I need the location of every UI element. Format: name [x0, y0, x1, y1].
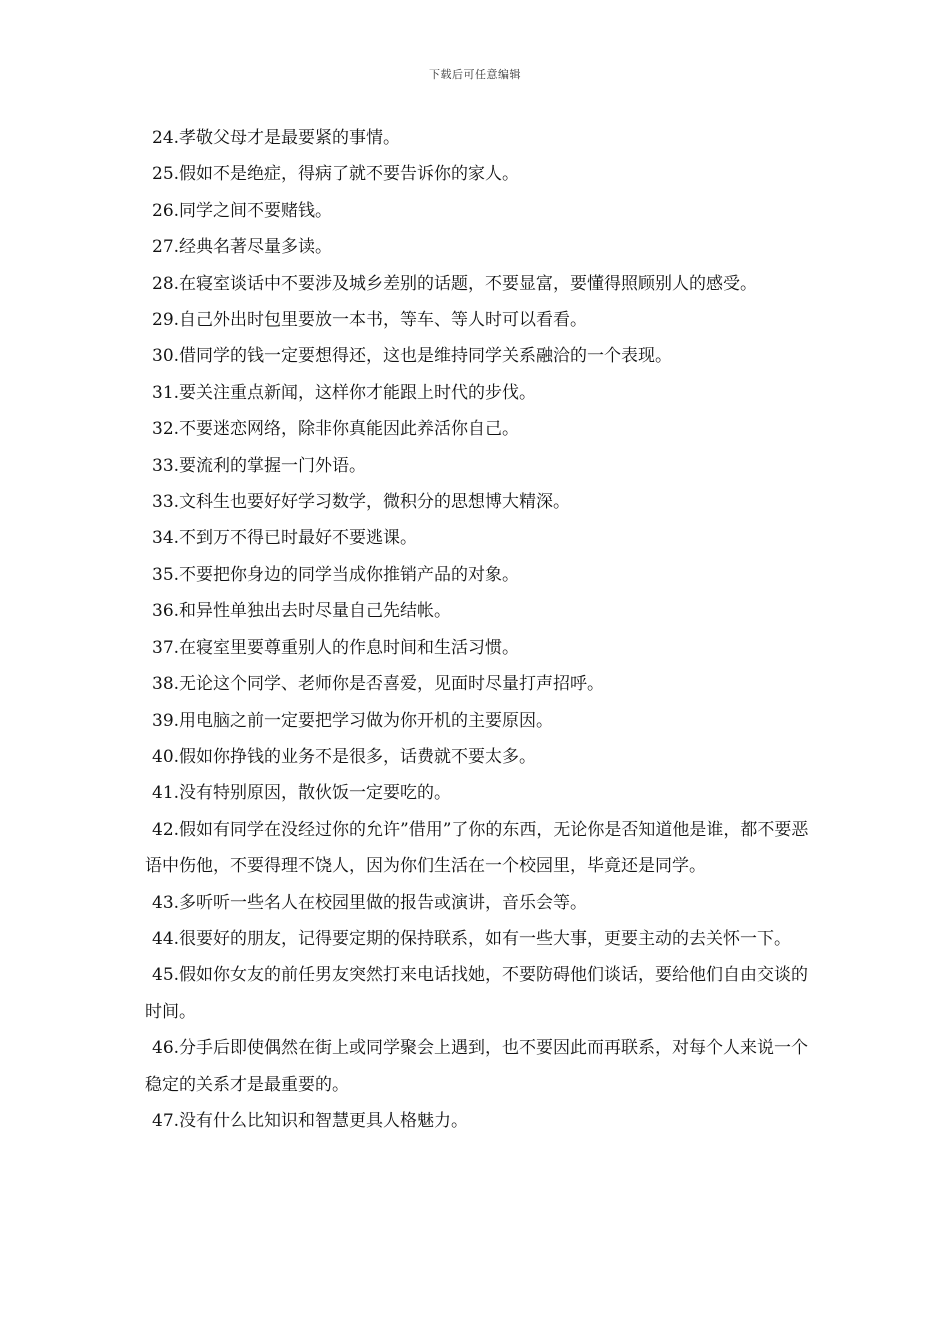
list-item: 41.没有特别原因，散伙饭一定要吃的。 — [152, 783, 452, 804]
list-item: 34.不到万不得已时最好不要逃课。 — [152, 528, 418, 549]
list-item: 36.和异性单独出去时尽量自己先结帐。 — [152, 601, 452, 622]
list-item: 47.没有什么比知识和智慧更具人格魅力。 — [152, 1110, 469, 1131]
list-item: 46.分手后即使偶然在街上或同学聚会上遇到，也不要因此而再联系，对每个人来说一个稳定的关系才是最重要的。 — [145, 1038, 809, 1095]
list-item: 31.要关注重点新闻，这样你才能跟上时代的步伐。 — [152, 382, 537, 403]
document-body — [145, 120, 810, 1139]
list-item: 45.假如你女友的前任男友突然打来电话找她，不要防碍他们谈话，要给他们自由交谈的时间。 — [145, 965, 809, 1022]
list-item: 40.假如你挣钱的业务不是很多，话费就不要太多。 — [152, 746, 537, 767]
page-header: 下载后可任意编辑 — [429, 68, 521, 81]
list-item: 27.经典名著尽量多读。 — [152, 237, 333, 258]
list-item: 43.多听听一些名人在校园里做的报告或演讲，音乐会等。 — [152, 892, 588, 913]
list-item: 33.文科生也要好好学习数学，微积分的思想博大精深。 — [152, 492, 571, 513]
list-item: 39.用电脑之前一定要把学习做为你开机的主要原因。 — [152, 710, 554, 731]
list-item: 28.在寝室谈话中不要涉及城乡差别的话题，不要显富，要懂得照顾别人的感受。 — [152, 273, 758, 294]
list-item: 30.借同学的钱一定要想得还，这也是维持同学关系融洽的一个表现。 — [152, 346, 673, 367]
list-item: 42.假如有同学在没经过你的允许”借用”了你的东西，无论你是否知道他是谁，都不要恶语中伤他，不要得理不饶人，因为你们生活在一个校园里，毕竟还是同学。 — [145, 819, 809, 877]
list-item: 24.孝敬父母才是最要紧的事情。 — [152, 128, 401, 148]
list-item: 38.无论这个同学、老师你是否喜爱，见面时尽量打声招呼。 — [152, 674, 605, 695]
list-item: 44.很要好的朋友，记得要定期的保持联系，如有一些大事，更要主动的去关怀一下。 — [152, 928, 792, 949]
list-item: 32.不要迷恋网络，除非你真能因此养活你自己。 — [152, 419, 520, 440]
list-item: 26.同学之间不要赌钱。 — [152, 200, 333, 221]
list-item: 37.在寝室里要尊重别人的作息时间和生活习惯。 — [152, 637, 520, 658]
list-item: 35.不要把你身边的同学当成你推销产品的对象。 — [152, 564, 520, 585]
list-item: 29.自己外出时包里要放一本书，等车、等人时可以看看。 — [152, 310, 588, 331]
list-item: 25.假如不是绝症，得病了就不要告诉你的家人。 — [152, 164, 520, 185]
list-item: 33.要流利的掌握一门外语。 — [152, 455, 367, 476]
